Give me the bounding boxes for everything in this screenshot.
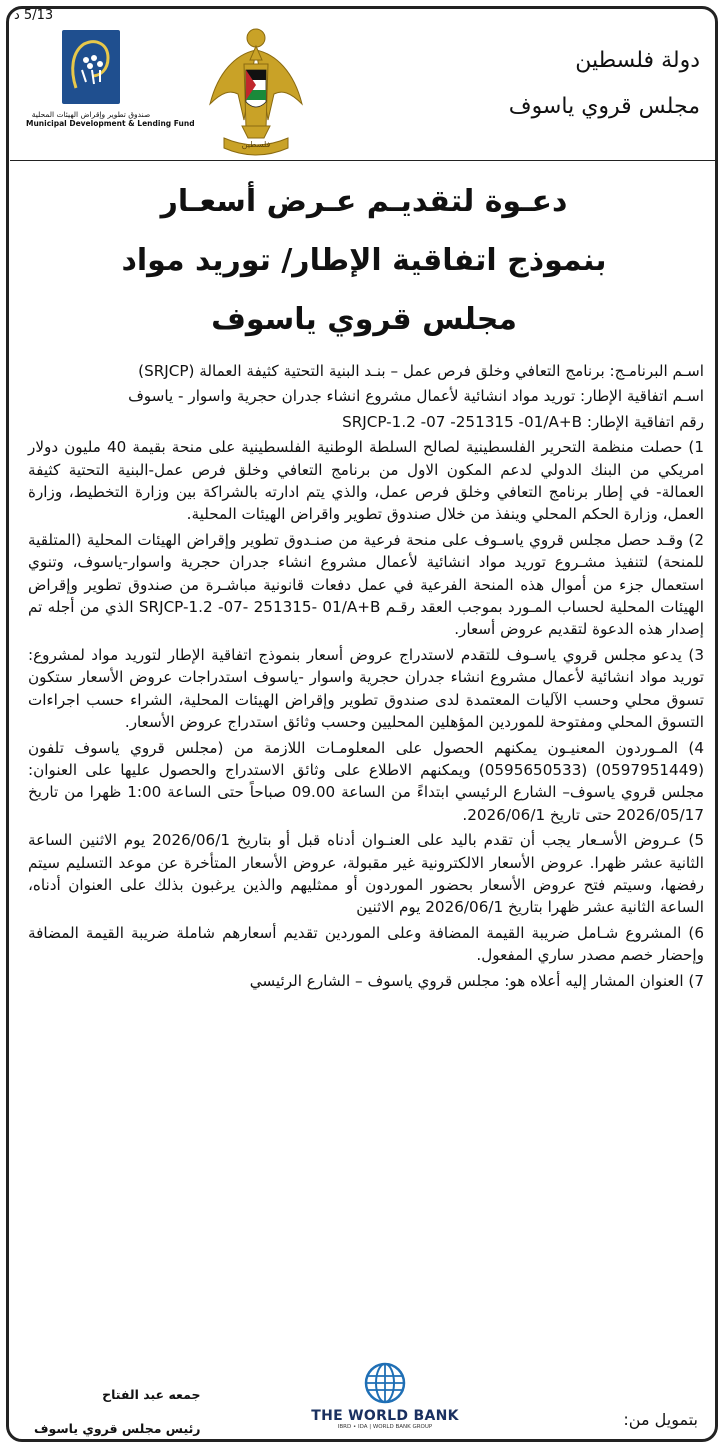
world-bank-globe-icon xyxy=(364,1362,406,1404)
state-name: دولة فلسطين xyxy=(575,48,700,73)
world-bank-subtitle: IBRD • IDA | WORLD BANK GROUP xyxy=(337,1424,433,1430)
program-name: اسـم البرنامـج: برنامج التعافي وخلق فرص عمل – بنـد البنية التحتية كثيفة العمالة (SRJCP) xyxy=(138,362,704,380)
title-line-1: دعـوة لتقديـم عـرض أسعـار xyxy=(160,184,568,219)
page-number: 5/13 د xyxy=(14,8,54,23)
mdlf-logo xyxy=(26,30,195,150)
framework-agreement-name: اسـم اتفاقية الإطار: توريد مواد انشائية لأعمال مشروع انشاء جدران حجرية واسوار - ياسوف xyxy=(128,387,704,406)
header-divider xyxy=(10,160,718,161)
title-line-3: مجلس قروي ياسوف xyxy=(211,302,517,337)
emblem-label: فلسطين xyxy=(241,140,271,149)
clause-4: 4) المـوردون المعنيـون يمكنهم الحصول على المعلومـات اللازمة من (مجلس قروي ياسوف تلفون (0597951449) (0595650533) ويمكنهم الاطلاع على وثائق الاستدراج والحصول عليها على العنوان: مجلس قروي ياسوف– الشارع الرئيسي ابتداءً من الساعة 09.00 صباحاً حتى الساعة 1:00 ظهرا من تاريخ 2026/05/17 حتى تاريخ 2026/06/1. xyxy=(28,738,704,824)
funded-by-label: بتمويل من: xyxy=(623,1410,698,1429)
mdlf-logo-icon xyxy=(62,30,120,104)
clause-3: 3) يدعو مجلس قروي ياسـوف للتقدم لاستدراج عروض أسعار بنموذج اتفاقية الإطار لتوريد مواد لمشروع: توريد مواد انشائية لأعمال مشروع انشاء جدران حجرية واسوار -ياسوف استدراجات عروض الأسعار ستكون تسوق محلي وحسب الآليات المعتمدة لدى صندوق تطوير وإقراض الهيئات المحلية، الشراء حسب اجراءات التسوق المحلي ومفتوحة للموردين المؤهلين المحليين وحسب وثائق استدراج عروض الأسعار. xyxy=(28,645,704,732)
world-bank-logo xyxy=(300,1362,470,1430)
signatory-name: جمعه عبد الفتاح xyxy=(102,1387,201,1402)
palestine-emblem-icon xyxy=(206,20,306,156)
announcement-body xyxy=(28,360,704,995)
title-line-2: بنموذج اتفاقية الإطار/ توريد مواد xyxy=(121,243,607,278)
signature-block xyxy=(34,1378,200,1446)
mdlf-name-ar: صندوق تطوير وإقراض الهيئات المحلية xyxy=(31,110,151,119)
clause-7: 7) العنوان المشار إليه أعلاه هو: مجلس قروي ياسوف – الشارع الرئيسي xyxy=(249,971,704,990)
announcement-titles xyxy=(0,172,728,349)
world-bank-name: THE WORLD BANK xyxy=(311,1408,459,1424)
header-issuer xyxy=(509,38,700,130)
clause-2: 2) وقـد حصل مجلس قروي ياسـوف على منحة فرعية من صنـدوق تطوير وإقراض الهيئات المحلية (المتلقية للمنحة) لتنفيذ مشـروع توريد مواد انشائية لأعمال مشروع انشاء جدران حجرية واسوار-ياسوف، وتنوي استعمال جزء من أموال هذه المنحة الفرعية في عمل دفعات قانونية مباشـرة من صندوق تطوير وإقراض الهيئات المحلية لحساب المـورد بموجب العقد رقـم SRJCP-1.2 -07- 251315- 01/A+B الذي من أجله تم إصدار هذه الدعوة لتقديم عروض أسعار. xyxy=(28,530,705,639)
clause-1: 1) حصلت منظمة التحرير الفلسطينية لصالح السلطة الوطنية الفلسطينية على منحة بقيمة 40 مليون دولار امريكي من البنك الدولي لدعم المكون الاول من برنامج التعافي وخلق فرص عمل-البنية التحتية كثيفة العمالة- في إطار برنامج التعافي وخلق فرص عمل، والذي يتم ادارته بالشراكة بين وزارة التخطيط، وزارة العمل، وزارة الحكم المحلي وينفذ من خلال صندوق تطوير واقراض الهيئات المحلية. xyxy=(28,438,705,524)
mdlf-name-en: Municipal Development & Lending Fund xyxy=(26,119,195,128)
framework-agreement-number: رقم اتفاقية الإطار: SRJCP-1.2 -07 -251315 -01/A+B xyxy=(342,412,704,431)
council-name: مجلس قروي ياسوف xyxy=(508,94,700,119)
clause-5: 5) عـروض الأسـعار يجب أن تقدم باليد على العنـوان أدناه قبل أو بتاريخ 2026/06/1 يوم الاثنين الساعة الثانية عشر ظهرا. عروض الأسعار الالكترونية غير مقبولة، عروض الأسعار المتأخرة عن موعد التسليم سيتم رفضها، وسيتم فتح عروض الأسعار بحضور الموردون أو ممثليهم والذين يرغبون بذلك على العنوان أدناه، الساعة الثانية عشر ظهرا بتاريخ 2026/06/1 يوم الاثنين xyxy=(28,831,704,917)
clause-6: 6) المشروع شـامل ضريبة القيمة المضافة وعلى الموردين تقديم أسعارهم شاملة ضريبة القيمة المضافة وإحضار خصم مصدر ساري المفعول. xyxy=(28,923,704,965)
signatory-title: رئيس مجلس قروي ياسوف xyxy=(34,1421,201,1436)
